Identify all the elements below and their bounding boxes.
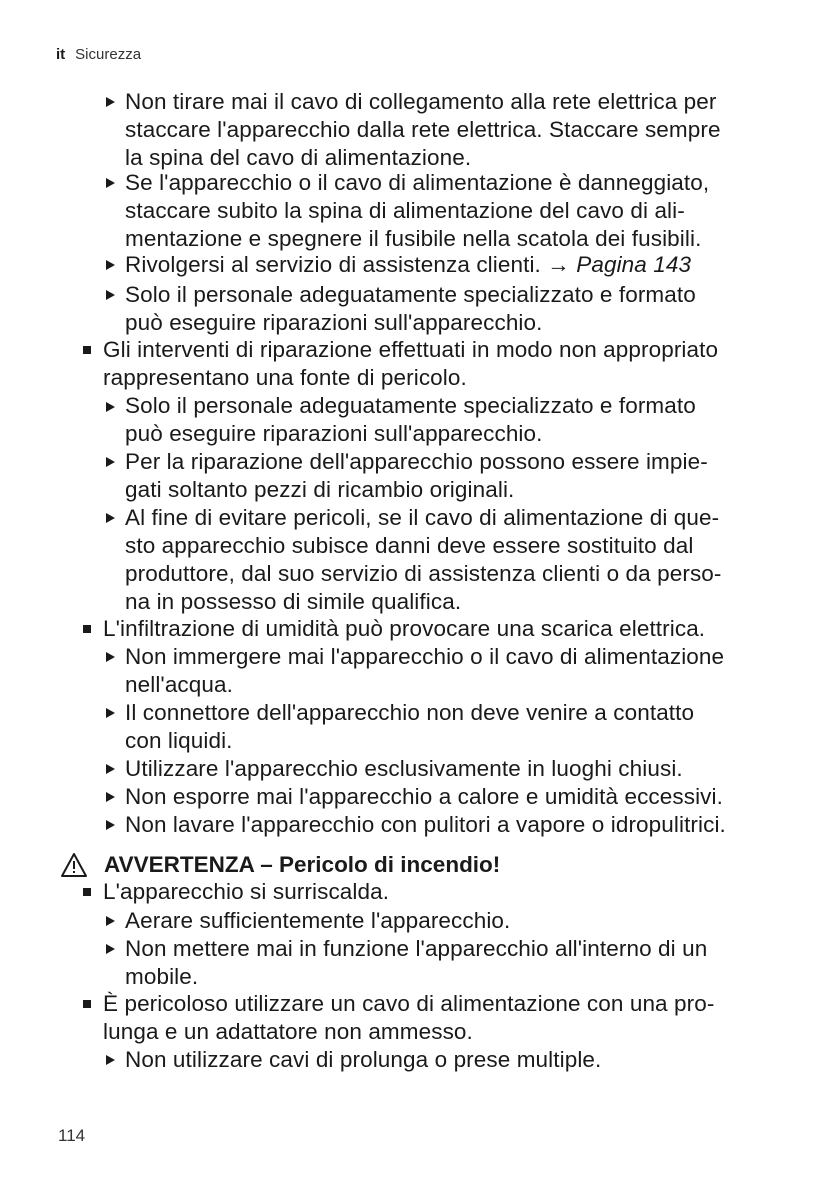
hazard-line: lunga e un adattatore non ammesso. — [103, 1019, 473, 1044]
instruction-text: Rivolgersi al servizio di assistenza clienti. — [125, 252, 541, 277]
arrow-bullet-icon — [106, 820, 115, 830]
instruction-line: può eseguire riparazioni sull'apparecchio. — [125, 421, 543, 446]
instruction-line: Solo il personale adeguatamente specializzato e formato — [125, 282, 696, 307]
hazard-line: Gli interventi di riparazione effettuati in modo non appropriato — [103, 337, 719, 362]
instruction-line: Per la riparazione dell'apparecchio possono essere impie- — [125, 449, 708, 474]
page-reference-link[interactable]: Pagina 143 — [576, 252, 692, 277]
instruction-line: na in possesso di simile qualifica. — [125, 589, 462, 614]
instruction-line: la spina del cavo di alimentazione. — [125, 145, 472, 170]
page-number: 114 — [58, 1126, 86, 1145]
page-header — [56, 46, 141, 63]
arrow-bullet-icon — [106, 1055, 115, 1065]
instruction-line: Non immergere mai l'apparecchio o il cavo di alimentazione — [125, 644, 725, 669]
instruction-line: Non lavare l'apparecchio con pulitori a vapore o idropulitrici. — [125, 812, 726, 837]
instruction-line: nell'acqua. — [125, 672, 233, 697]
hazard-line: L'apparecchio si surriscalda. — [103, 879, 390, 904]
instruction-line: Non esporre mai l'apparecchio a calore e umidità eccessivi. — [125, 784, 723, 809]
arrow-bullet-icon — [106, 260, 115, 270]
instruction-line: Utilizzare l'apparecchio esclusivamente in luoghi chiusi. — [125, 756, 683, 781]
arrow-bullet-icon — [106, 97, 115, 107]
arrow-bullet-icon — [106, 178, 115, 188]
instruction-line: Non utilizzare cavi di prolunga o prese multiple. — [125, 1047, 602, 1072]
instruction-line: Se l'apparecchio o il cavo di alimentazione è danneggiato, — [125, 170, 710, 195]
arrow-bullet-icon — [106, 402, 115, 412]
arrow-bullet-icon — [106, 792, 115, 802]
arrow-bullet-icon — [106, 290, 115, 300]
language-code: it — [56, 46, 66, 63]
hazard-line: rappresentano una fonte di pericolo. — [103, 365, 467, 390]
instruction-line — [125, 251, 691, 279]
square-bullet-icon — [83, 346, 91, 354]
square-bullet-icon — [83, 625, 91, 633]
instruction-line: staccare l'apparecchio dalla rete elettrica. Staccare sempre — [125, 117, 721, 142]
hazard-line: L'infiltrazione di umidità può provocare una scarica elettrica. — [103, 616, 706, 641]
hazard-line: È pericoloso utilizzare un cavo di alimentazione con una pro- — [103, 991, 715, 1016]
arrow-bullet-icon — [106, 916, 115, 926]
instruction-line: Solo il personale adeguatamente specializzato e formato — [125, 393, 696, 418]
arrow-bullet-icon — [106, 457, 115, 467]
arrow-bullet-icon — [106, 513, 115, 523]
arrow-bullet-icon — [106, 764, 115, 774]
instruction-line: Non tirare mai il cavo di collegamento alla rete elettrica per — [125, 89, 717, 114]
instruction-line: Non mettere mai in funzione l'apparecchio all'interno di un — [125, 936, 708, 961]
instruction-line: mentazione e spegnere il fusibile nella scatola dei fusibili. — [125, 226, 702, 251]
xref-arrow-icon: → — [547, 252, 570, 277]
instruction-line: mobile. — [125, 964, 199, 989]
arrow-bullet-icon — [106, 944, 115, 954]
instruction-line: Aerare sufficientemente l'apparecchio. — [125, 908, 511, 933]
instruction-line: staccare subito la spina di alimentazione del cavo di ali- — [125, 198, 685, 223]
square-bullet-icon — [83, 1000, 91, 1008]
instruction-line: sto apparecchio subisce danni deve essere sostituito dal — [125, 533, 694, 558]
warning-triangle-icon — [60, 852, 88, 878]
instruction-line: produttore, dal suo servizio di assistenza clienti o da perso- — [125, 561, 722, 586]
instruction-line: può eseguire riparazioni sull'apparecchio. — [125, 310, 543, 335]
section-title: Sicurezza — [75, 46, 142, 63]
instruction-line: Il connettore dell'apparecchio non deve venire a contatto — [125, 700, 695, 725]
instruction-line: Al fine di evitare pericoli, se il cavo di alimentazione di que- — [125, 505, 720, 530]
warning-title: AVVERTENZA – Pericolo di incendio! — [104, 852, 501, 877]
arrow-bullet-icon — [106, 708, 115, 718]
instruction-line: con liquidi. — [125, 728, 233, 753]
arrow-bullet-icon — [106, 652, 115, 662]
instruction-line: gati soltanto pezzi di ricambio originali. — [125, 477, 515, 502]
square-bullet-icon — [83, 888, 91, 896]
